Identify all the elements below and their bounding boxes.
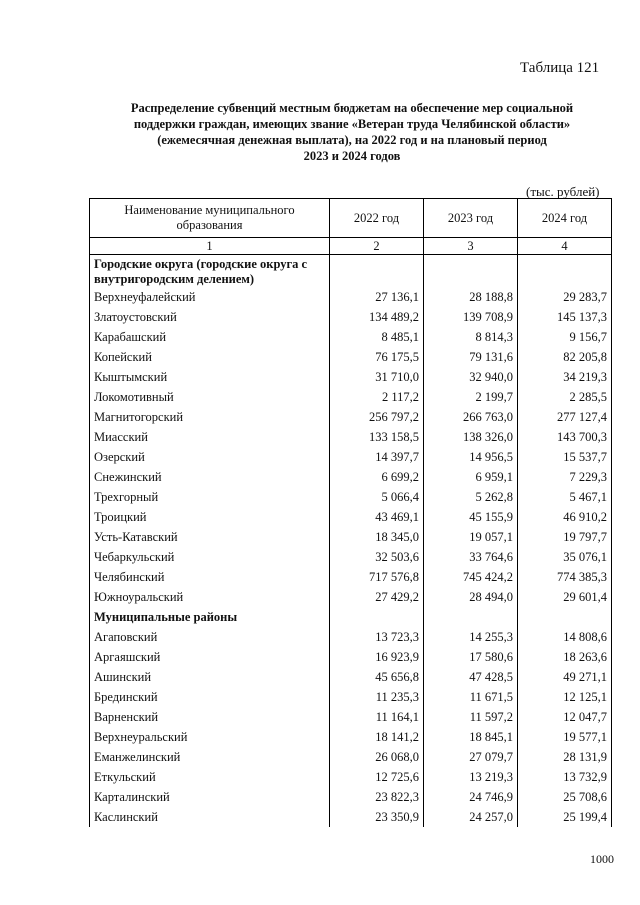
amount-cell: 139 708,9 bbox=[424, 307, 518, 327]
municipality-name: Карталинский bbox=[90, 787, 330, 807]
table-row bbox=[90, 447, 612, 467]
table-row bbox=[90, 487, 612, 507]
amount-cell: 11 597,2 bbox=[424, 707, 518, 727]
amount-cell: 13 723,3 bbox=[330, 627, 424, 647]
municipality-name: Чебаркульский bbox=[90, 547, 330, 567]
amount-cell: 11 235,3 bbox=[330, 687, 424, 707]
municipality-name: Магнитогорский bbox=[90, 407, 330, 427]
amount-cell: 43 469,1 bbox=[330, 507, 424, 527]
table-row bbox=[90, 647, 612, 667]
municipality-name: Аргаяшский bbox=[90, 647, 330, 667]
municipality-name: Каслинский bbox=[90, 807, 330, 827]
table-row bbox=[90, 347, 612, 367]
amount-cell: 138 326,0 bbox=[424, 427, 518, 447]
header-2024: 2024 год bbox=[518, 199, 612, 238]
municipality-name: Южноуральский bbox=[90, 587, 330, 607]
table-row bbox=[90, 387, 612, 407]
amount-cell: 18 263,6 bbox=[518, 647, 612, 667]
amount-cell: 24 257,0 bbox=[424, 807, 518, 827]
amount-cell: 8 485,1 bbox=[330, 327, 424, 347]
table-row bbox=[90, 767, 612, 787]
section-title: Муниципальные районы bbox=[90, 607, 330, 627]
table-row bbox=[90, 507, 612, 527]
municipality-name: Челябинский bbox=[90, 567, 330, 587]
amount-cell: 256 797,2 bbox=[330, 407, 424, 427]
amount-cell: 6 699,2 bbox=[330, 467, 424, 487]
header-2023: 2023 год bbox=[424, 199, 518, 238]
table-row bbox=[90, 707, 612, 727]
amount-cell: 79 131,6 bbox=[424, 347, 518, 367]
amount-cell: 29 283,7 bbox=[518, 287, 612, 307]
amount-cell: 13 732,9 bbox=[518, 767, 612, 787]
section-title: Городские округа (городские округа с внутригородским делением) bbox=[90, 255, 330, 288]
table-number: Таблица 121 bbox=[520, 60, 600, 76]
table-row bbox=[90, 787, 612, 807]
amount-cell: 14 397,7 bbox=[330, 447, 424, 467]
amount-cell: 31 710,0 bbox=[330, 367, 424, 387]
amount-cell: 76 175,5 bbox=[330, 347, 424, 367]
col-number: 3 bbox=[424, 238, 518, 255]
document-title bbox=[96, 100, 608, 164]
municipality-name: Локомотивный bbox=[90, 387, 330, 407]
amount-cell: 27 079,7 bbox=[424, 747, 518, 767]
amount-cell: 19 577,1 bbox=[518, 727, 612, 747]
municipality-name: Верхнеуфалейский bbox=[90, 287, 330, 307]
table-row bbox=[90, 367, 612, 387]
amount-cell: 5 262,8 bbox=[424, 487, 518, 507]
col-number: 2 bbox=[330, 238, 424, 255]
amount-cell: 8 814,3 bbox=[424, 327, 518, 347]
amount-cell: 18 845,1 bbox=[424, 727, 518, 747]
amount-cell: 45 155,9 bbox=[424, 507, 518, 527]
table-row bbox=[90, 807, 612, 827]
amount-cell: 133 158,5 bbox=[330, 427, 424, 447]
amount-cell: 45 656,8 bbox=[330, 667, 424, 687]
amount-cell: 29 601,4 bbox=[518, 587, 612, 607]
municipality-name: Усть-Катавский bbox=[90, 527, 330, 547]
amount-cell: 774 385,3 bbox=[518, 567, 612, 587]
amount-cell: 23 350,9 bbox=[330, 807, 424, 827]
municipality-name: Верхнеуральский bbox=[90, 727, 330, 747]
municipality-name: Златоустовский bbox=[90, 307, 330, 327]
table-row bbox=[90, 547, 612, 567]
municipality-name: Ашинский bbox=[90, 667, 330, 687]
amount-cell: 16 923,9 bbox=[330, 647, 424, 667]
municipality-name: Трехгорный bbox=[90, 487, 330, 507]
amount-cell: 32 940,0 bbox=[424, 367, 518, 387]
municipality-name: Копейский bbox=[90, 347, 330, 367]
amount-cell: 14 808,6 bbox=[518, 627, 612, 647]
table-row bbox=[90, 307, 612, 327]
municipality-name: Троицкий bbox=[90, 507, 330, 527]
table-row bbox=[90, 627, 612, 647]
municipality-name: Варненский bbox=[90, 707, 330, 727]
amount-cell: 2 199,7 bbox=[424, 387, 518, 407]
title-line-2: поддержки граждан, имеющих звание «Ветеран труда Челябинской области» bbox=[133, 117, 571, 131]
amount-cell: 5 066,4 bbox=[330, 487, 424, 507]
municipality-name: Миасский bbox=[90, 427, 330, 447]
subsidy-table bbox=[89, 198, 612, 827]
amount-cell: 15 537,7 bbox=[518, 447, 612, 467]
header-municipality: Наименование муниципального образования bbox=[90, 199, 330, 238]
title-line-4: 2023 и 2024 годов bbox=[303, 149, 401, 163]
amount-cell: 27 136,1 bbox=[330, 287, 424, 307]
section-header-districts bbox=[90, 607, 612, 627]
amount-cell: 35 076,1 bbox=[518, 547, 612, 567]
table-row bbox=[90, 587, 612, 607]
column-number-row bbox=[90, 238, 612, 255]
amount-cell: 13 219,3 bbox=[424, 767, 518, 787]
amount-cell: 266 763,0 bbox=[424, 407, 518, 427]
amount-cell: 11 164,1 bbox=[330, 707, 424, 727]
amount-cell: 2 117,2 bbox=[330, 387, 424, 407]
amount-cell: 49 271,1 bbox=[518, 667, 612, 687]
amount-cell: 11 671,5 bbox=[424, 687, 518, 707]
units-label: (тыс. рублей) bbox=[526, 184, 600, 199]
header-2022: 2022 год bbox=[330, 199, 424, 238]
amount-cell: 12 125,1 bbox=[518, 687, 612, 707]
municipality-name: Озерский bbox=[90, 447, 330, 467]
amount-cell: 82 205,8 bbox=[518, 347, 612, 367]
amount-cell: 2 285,5 bbox=[518, 387, 612, 407]
amount-cell: 26 068,0 bbox=[330, 747, 424, 767]
amount-cell: 32 503,6 bbox=[330, 547, 424, 567]
table-row bbox=[90, 727, 612, 747]
table-row bbox=[90, 427, 612, 447]
table-row bbox=[90, 287, 612, 307]
table-row bbox=[90, 467, 612, 487]
amount-cell: 24 746,9 bbox=[424, 787, 518, 807]
amount-cell: 23 822,3 bbox=[330, 787, 424, 807]
amount-cell: 143 700,3 bbox=[518, 427, 612, 447]
amount-cell: 28 188,8 bbox=[424, 287, 518, 307]
municipality-name: Брединский bbox=[90, 687, 330, 707]
amount-cell: 7 229,3 bbox=[518, 467, 612, 487]
amount-cell: 18 141,2 bbox=[330, 727, 424, 747]
table-row bbox=[90, 527, 612, 547]
table-row bbox=[90, 327, 612, 347]
amount-cell: 28 494,0 bbox=[424, 587, 518, 607]
municipality-name: Еманжелинский bbox=[90, 747, 330, 767]
amount-cell: 27 429,2 bbox=[330, 587, 424, 607]
amount-cell: 9 156,7 bbox=[518, 327, 612, 347]
table-row bbox=[90, 687, 612, 707]
amount-cell: 12 047,7 bbox=[518, 707, 612, 727]
amount-cell: 14 255,3 bbox=[424, 627, 518, 647]
municipality-name: Кыштымский bbox=[90, 367, 330, 387]
table-row bbox=[90, 747, 612, 767]
amount-cell: 134 489,2 bbox=[330, 307, 424, 327]
amount-cell: 19 057,1 bbox=[424, 527, 518, 547]
table-row bbox=[90, 567, 612, 587]
municipality-name: Карабашский bbox=[90, 327, 330, 347]
col-number: 1 bbox=[90, 238, 330, 255]
title-line-3: (ежемесячная денежная выплата), на 2022 год и на плановый период bbox=[157, 133, 547, 147]
table-row bbox=[90, 407, 612, 427]
title-line-1: Распределение субвенций местным бюджетам на обеспечение мер социальной bbox=[130, 101, 574, 115]
amount-cell: 18 345,0 bbox=[330, 527, 424, 547]
amount-cell: 33 764,6 bbox=[424, 547, 518, 567]
amount-cell: 12 725,6 bbox=[330, 767, 424, 787]
section-header-urban bbox=[90, 255, 612, 288]
amount-cell: 34 219,3 bbox=[518, 367, 612, 387]
amount-cell: 717 576,8 bbox=[330, 567, 424, 587]
amount-cell: 14 956,5 bbox=[424, 447, 518, 467]
amount-cell: 46 910,2 bbox=[518, 507, 612, 527]
amount-cell: 25 199,4 bbox=[518, 807, 612, 827]
amount-cell: 6 959,1 bbox=[424, 467, 518, 487]
col-number: 4 bbox=[518, 238, 612, 255]
amount-cell: 17 580,6 bbox=[424, 647, 518, 667]
municipality-name: Снежинский bbox=[90, 467, 330, 487]
amount-cell: 28 131,9 bbox=[518, 747, 612, 767]
municipality-name: Агаповский bbox=[90, 627, 330, 647]
amount-cell: 145 137,3 bbox=[518, 307, 612, 327]
amount-cell: 19 797,7 bbox=[518, 527, 612, 547]
amount-cell: 5 467,1 bbox=[518, 487, 612, 507]
amount-cell: 745 424,2 bbox=[424, 567, 518, 587]
amount-cell: 47 428,5 bbox=[424, 667, 518, 687]
table-row bbox=[90, 667, 612, 687]
amount-cell: 25 708,6 bbox=[518, 787, 612, 807]
municipality-name: Еткульский bbox=[90, 767, 330, 787]
page-number: 1000 bbox=[590, 852, 614, 866]
amount-cell: 277 127,4 bbox=[518, 407, 612, 427]
header-row bbox=[90, 199, 612, 238]
